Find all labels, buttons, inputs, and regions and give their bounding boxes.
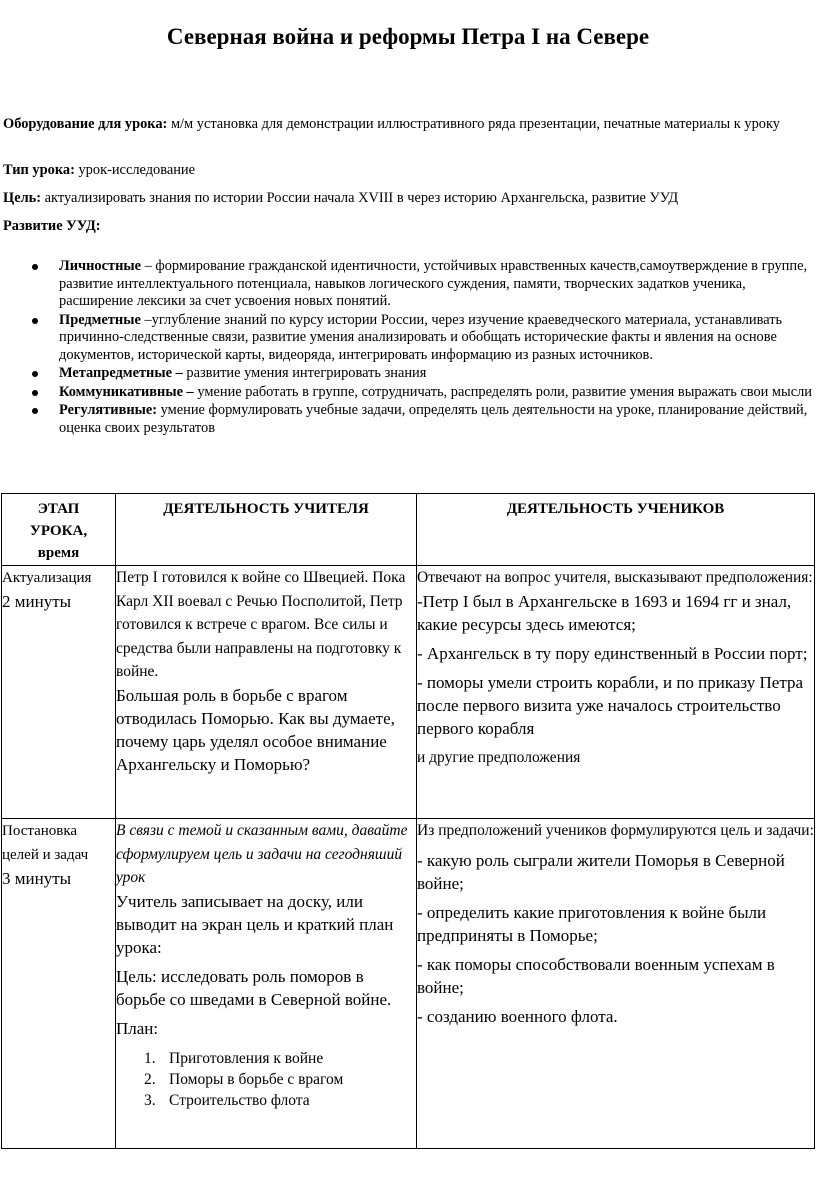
table-header-row bbox=[2, 494, 815, 566]
list-item: Коммуникативные – умение работать в группе, сотрудничать, распределять роли, развитие умения выражать свои мысли bbox=[0, 384, 816, 402]
lesson-type-paragraph bbox=[3, 162, 811, 179]
stage-cell: Актуализация 2 минуты bbox=[2, 566, 116, 819]
list-item: 1. Приготовления к войне bbox=[144, 1049, 324, 1067]
header-students: ДЕЯТЕЛЬНОСТЬ УЧЕНИКОВ bbox=[417, 494, 815, 566]
plan-list bbox=[116, 1048, 416, 1111]
goal-label: Цель: bbox=[3, 190, 42, 206]
table-row bbox=[2, 566, 815, 819]
list-item: 2. Поморы в борьбе с врагом bbox=[144, 1070, 344, 1088]
list-item: Предметные –углубление знаний по курсу истории России, через изучение краеведческого материала, устанавливать причинно-следственные связи, развитие умения анализировать и обобщать исторические факты и явления на основе документов, исторической карты, видеоряда, интегрировать информацию из разных источников. bbox=[0, 312, 816, 365]
equipment-paragraph bbox=[3, 116, 811, 133]
teacher-cell: В связи с темой и сказанным вами, давайте сформулируем цель и задачи на сегодняший урок Учитель записывает на доску, или выводит на экран цель и краткий план урока: Цель: исследовать роль поморов в борьбе со шведами в Северной войне. План: 1. Приготовления к войне 2. Поморы в борьбе с врагом 3. Строительство флота bbox=[116, 819, 417, 1149]
header-teacher: ДЕЯТЕЛЬНОСТЬ УЧИТЕЛЯ bbox=[116, 494, 417, 566]
stage-cell: Постановка целей и задач 3 минуты bbox=[2, 819, 116, 1149]
list-item: 3. Строительство флота bbox=[144, 1091, 310, 1109]
equipment-text: м/м установка для демонстрации иллюстративного ряда презентации, печатные материалы к уроку bbox=[167, 116, 780, 132]
header-stage: ЭТАП УРОКА, время bbox=[2, 494, 116, 566]
goal-paragraph bbox=[3, 190, 811, 207]
students-cell: Отвечают на вопрос учителя, высказывают предположения: -Петр I был в Архангельске в 1693 и 1694 гг и знал, какие ресурсы здесь имеются; - Архангельск в ту пору единственный в России порт; - поморы умели строить корабли, и по приказу Петра после первого визита уже началось строительство первого корабля и другие предположения bbox=[417, 566, 815, 819]
goal-text: актуализировать знания по истории России начала XVIII в через историю Архангельска, развитие УУД bbox=[41, 190, 679, 206]
lesson-type-label: Тип урока: bbox=[3, 162, 75, 178]
list-item: Личностные – формирование гражданской идентичности, устойчивых нравственных качеств,самоутверждение в группе, развитие интеллектуального потенциала, навыков логического суждения, памяти, творческих задатков ученика, расширение лексики за счет усвоения новых понятий. bbox=[0, 258, 816, 311]
lesson-plan-table bbox=[1, 493, 815, 1149]
table-row bbox=[2, 819, 815, 1149]
uud-heading: Развитие УУД: bbox=[3, 218, 101, 234]
uud-list bbox=[0, 258, 816, 438]
teacher-cell: Петр I готовился к войне со Швецией. Пока Карл XII воевал с Речью Посполитой, Петр готовился к встрече с врагом. Все силы и средства были направлены на подготовку к войне. Большая роль в борьбе с врагом отводилась Поморью. Как вы думаете, почему царь уделял особое внимание Архангельску и Поморью? bbox=[116, 566, 417, 819]
lesson-type-text: урок-исследование bbox=[74, 162, 196, 178]
students-cell: Из предположений учеников формулируются цель и задачи: - какую роль сыграли жители Поморья в Северной войне; - определить какие приготовления к войне были предприняты в Поморье; - как поморы способствовали военным успехам в войне; - созданию военного флота. bbox=[417, 819, 815, 1149]
list-item: Регулятивные: умение формулировать учебные задачи, определять цель деятельности на уроке, планирование действий, оценка своих результатов bbox=[0, 402, 816, 437]
list-item: Метапредметные – развитие умения интегрировать знания bbox=[0, 365, 816, 383]
page-title: Северная война и реформы Петра I на Севере bbox=[166, 24, 650, 49]
equipment-label: Оборудование для урока: bbox=[3, 116, 168, 132]
